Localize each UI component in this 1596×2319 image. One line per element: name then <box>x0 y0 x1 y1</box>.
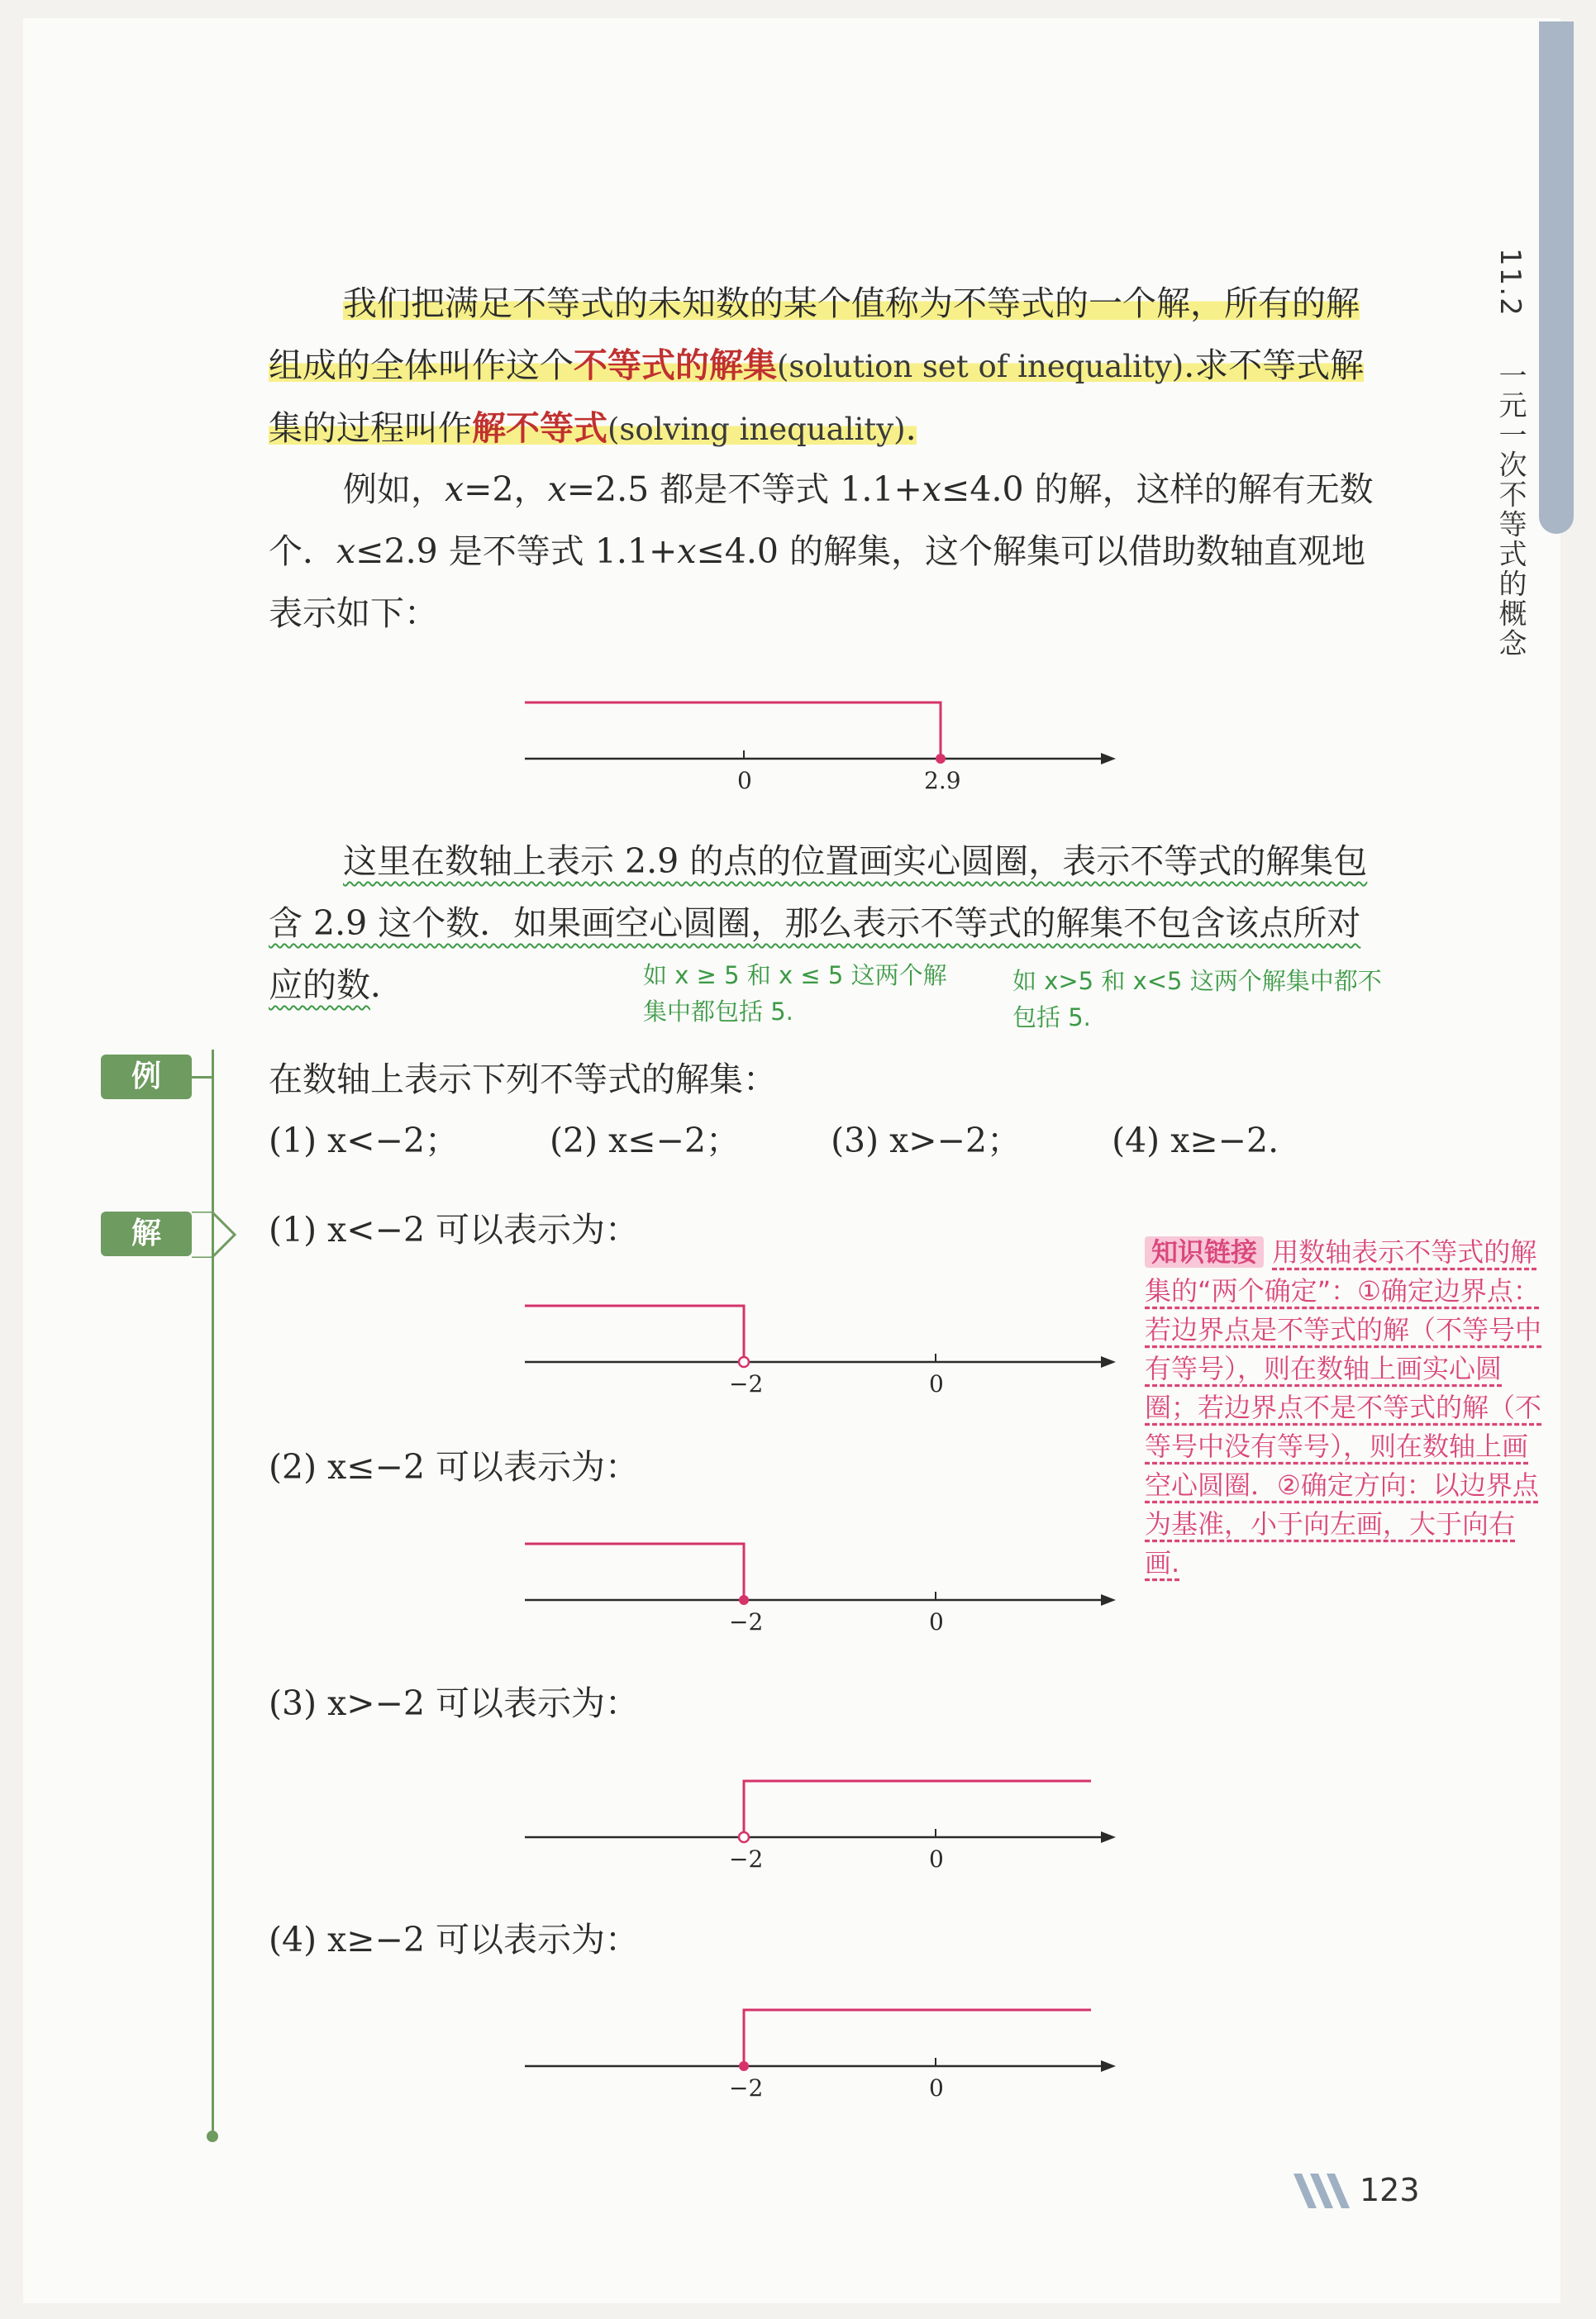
chapter-side-tab <box>1539 21 1574 534</box>
chapter-title: 一元一次不等式的概念 <box>1494 360 1527 659</box>
explanation-text-end: 包含该点所对应的数 <box>269 903 1361 1005</box>
chapter-heading <box>1494 248 1531 659</box>
explanation-text: 这里在数轴上表示 2.9 的点的位置画实心圆圈，表示不等式的解集包含 2.9 这个数．如果画空心圆圈，那么表示不等式的解集不 <box>269 841 1368 943</box>
margin-note-closed: 如 x ≥ 5 和 x ≤ 5 这两个解集中都包括 5. <box>643 961 947 1026</box>
text: ≤4.0 的解集，这个解集可以借助数轴直观地表示如下： <box>269 531 1366 633</box>
example-item-2: (2) x≤−2； <box>550 1121 741 1160</box>
definition-text-3: . <box>905 408 917 448</box>
example-paragraph <box>269 459 1376 645</box>
chapter-number: 11.2 <box>1494 248 1527 317</box>
page-stripes-icon <box>1293 2174 1355 2208</box>
math-var: x <box>547 469 567 509</box>
solution-4: (4) x≥−2 可以表示为： <box>269 1920 640 1959</box>
math-var: x <box>922 469 942 509</box>
guide-line-end-dot <box>207 2131 218 2142</box>
tick-label-0: 0 <box>929 1608 944 1636</box>
definition-text-1: 我们把满足不等式的未知数的某个值称为不等式的一个解，所有的解组成的全体叫作这个 <box>269 283 1360 385</box>
tick-label-2-9: 2.9 <box>924 767 961 794</box>
tick-label-neg2: −2 <box>729 1845 764 1873</box>
example-item-3: (3) x>−2； <box>831 1121 1022 1160</box>
knowledge-link-heading: 知识链接 <box>1145 1236 1264 1268</box>
solution-arrow-icon <box>192 1212 241 1258</box>
tick-label-neg2: −2 <box>729 2074 764 2102</box>
knowledge-link-box <box>1145 1233 1541 1583</box>
math-var: x <box>336 531 356 571</box>
tick-label-0: 0 <box>929 2074 944 2102</box>
knowledge-link-text: 用数轴表示不等式的解集的“两个确定”：①确定边界点：若边界点是不等式的解（不等号中有等号），则在数轴上画实心圆圈；若边界点不是不等式的解（不等号中没有等号），则在数轴上画空心圆圈．②确定方向：以边界点为基准，小于向左画，大于向右画. <box>1145 1236 1542 1579</box>
example-item-4: (4) x≥−2. <box>1112 1121 1279 1160</box>
number-line-x-le-neg2 <box>512 1527 1124 1643</box>
period: ． <box>370 965 404 1005</box>
math-var: x <box>677 531 697 571</box>
text: =2， <box>464 469 548 509</box>
number-line-x-lt-neg2 <box>512 1289 1124 1405</box>
tick-label-neg2: −2 <box>729 1608 764 1636</box>
term-solution-set: 不等式的解集 <box>574 345 777 385</box>
tick-label-0: 0 <box>929 1370 944 1398</box>
solution-2: (2) x≤−2 可以表示为： <box>269 1447 640 1487</box>
number-line-x-gt-neg2 <box>512 1764 1124 1880</box>
solution-3: (3) x>−2 可以表示为： <box>269 1683 640 1723</box>
term-solving-inequality-english: (solving inequality) <box>607 412 906 447</box>
tick-label-0: 0 <box>929 1845 944 1873</box>
page-number: 123 <box>1360 2172 1420 2208</box>
tick-label-neg2: −2 <box>729 1370 764 1398</box>
definition-paragraph <box>269 273 1376 460</box>
example-question: 在数轴上表示下列不等式的解集： <box>269 1060 777 1099</box>
math-var: x <box>445 469 465 509</box>
tick-label-0: 0 <box>737 767 752 794</box>
margin-note-open: 如 x>5 和 x<5 这两个解集中都不包括 5. <box>1012 967 1382 1031</box>
example-item-1: (1) x<−2； <box>269 1121 460 1160</box>
number-line-x-le-2-9 <box>512 686 1124 802</box>
text: =2.5 都是不等式 1.1+ <box>566 469 922 509</box>
term-solution-set-english: (solution set of inequality) <box>777 349 1184 384</box>
example-items <box>269 1116 1426 1165</box>
definition-text-2: .求不等式解集的过程叫作 <box>269 345 1365 448</box>
text: ≤2.9 是不等式 1.1+ <box>355 531 678 571</box>
text: ≤4.0 的解，这样的解有无数个． <box>269 469 1374 571</box>
text: 例如， <box>343 469 445 509</box>
number-line-x-ge-neg2 <box>512 1993 1124 2109</box>
solution-label: 解 <box>101 1212 192 1256</box>
guide-tick <box>192 1076 213 1079</box>
solution-1: (1) x<−2 可以表示为： <box>269 1210 640 1250</box>
term-solving-inequality: 解不等式 <box>472 408 607 448</box>
example-label: 例 <box>101 1055 192 1099</box>
